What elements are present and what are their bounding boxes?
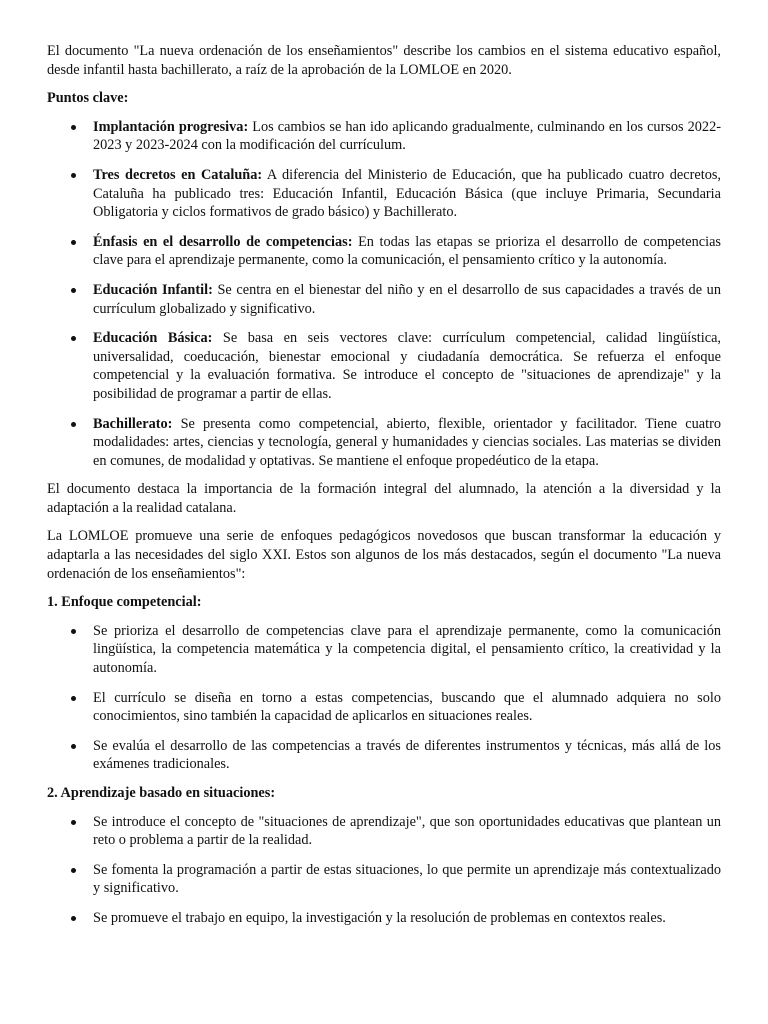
list-item xyxy=(47,118,721,155)
list-item-term: Tres decretos en Cataluña: xyxy=(93,166,263,183)
section-1-list xyxy=(47,622,721,774)
list-item-text: A diferencia del Ministerio de Educación, que ha publicado cuatro decretos, Cataluña ha publicado tres: Educación Infantil, Educación Básica (que incluye Primaria, Secundaria Obligatoria y ciclos formativos de grado básico) y Bachillerato. xyxy=(93,166,721,221)
list-item-text: Se fomenta la programación a partir de estas situaciones, lo que permite un aprendizaje más contextualizado y significativo. xyxy=(93,861,721,897)
list-item-term: Educación Infantil: xyxy=(93,281,213,298)
list-item-text: Se basa en seis vectores clave: currículum competencial, calidad lingüística, universalidad, coeducación, bienestar emocional y ciudadanía democrática. Se refuerza el enfoque competencial y la evaluación formativa. Se introduce el concepto de "situaciones de aprendizaje" y la posibilidad de programar a partir de ellas. xyxy=(93,330,721,402)
list-item-text: Se promueve el trabajo en equipo, la investigación y la resolución de problemas en contextos reales. xyxy=(93,909,666,926)
list-item xyxy=(47,689,721,726)
list-item xyxy=(47,737,721,774)
list-item xyxy=(47,909,721,928)
list-item xyxy=(47,813,721,850)
list-item-text: Se prioriza el desarrollo de competencias clave para el aprendizaje permanente, como la comunicación lingüística, la competencia matemática y la competencia digital, el pensamiento crítico, la creatividad y la autonomía. xyxy=(93,622,721,677)
bullet-icon xyxy=(71,868,76,873)
bullet-icon xyxy=(71,336,76,341)
bullet-icon xyxy=(71,744,76,749)
key-points-heading: Puntos clave: xyxy=(47,90,129,107)
bullet-icon xyxy=(71,125,76,130)
bullet-icon xyxy=(71,173,76,178)
list-item xyxy=(47,166,721,222)
key-points-list xyxy=(47,118,721,471)
list-item-text: El currículo se diseña en torno a estas competencias, buscando que el alumnado adquiera no solo conocimientos, sino también la capacidad de aplicarlos en situaciones reales. xyxy=(93,689,721,725)
list-item-text: Se evalúa el desarrollo de las competencias a través de diferentes instrumentos y técnicas, más allá de los exámenes tradicionales. xyxy=(93,737,721,773)
intro-paragraph: El documento "La nueva ordenación de los enseñamientos" describe los cambios en el sistema educativo español, desde infantil hasta bachillerato, a raíz de la aprobación de la LOMLOE en 2020. xyxy=(47,43,721,78)
section-heading: 1. Enfoque competencial: xyxy=(47,594,202,611)
list-item-text: Se introduce el concepto de "situaciones de aprendizaje", que son oportunidades educativas que plantean un reto o problema a partir de la realidad. xyxy=(93,813,721,849)
bullet-icon xyxy=(71,422,76,427)
list-item xyxy=(47,415,721,471)
list-item-text: Se presenta como competencial, abierto, flexible, orientador y facilitador. Tiene cuatro modalidades: artes, ciencias y tecnología, general y humanidades y ciencias sociales. Las materias se dividen en comunes, de modalidad y optativas. Se mantiene el enfoque propedéutico de la etapa. xyxy=(93,415,721,469)
list-item xyxy=(47,233,721,270)
list-item xyxy=(47,281,721,318)
section-2-list xyxy=(47,813,721,928)
bullet-icon xyxy=(71,629,76,634)
bullet-icon xyxy=(71,820,76,825)
list-item-term: Educación Básica: xyxy=(93,330,213,347)
list-item xyxy=(47,861,721,898)
section-heading: 2. Aprendizaje basado en situaciones: xyxy=(47,785,276,801)
bullet-icon xyxy=(71,288,76,293)
bullet-icon xyxy=(71,696,76,701)
list-item-text: Los cambios se han ido aplicando gradualmente, culminando en los cursos 2022-2023 y 2023-2024 con la modificación del currículum. xyxy=(93,118,721,154)
body-paragraph: La LOMLOE promueve una serie de enfoques pedagógicos novedosos que buscan transformar la educación y adaptarla a las necesidades del siglo XXI. Estos son algunos de los más destacados, según el documento "La nueva ordenación de los enseñamientos": xyxy=(47,528,721,582)
bullet-icon xyxy=(71,240,76,245)
body-paragraph: El documento destaca la importancia de la formación integral del alumnado, la atención a la diversidad y la adaptación a la realidad catalana. xyxy=(47,481,721,516)
bullet-icon xyxy=(71,916,76,921)
list-item-term: Énfasis en el desarrollo de competencias: xyxy=(93,233,353,250)
list-item-text: Se centra en el bienestar del niño y en el desarrollo de sus capacidades a través de un currículum globalizado y significativo. xyxy=(93,281,721,317)
list-item-text: En todas las etapas se prioriza el desarrollo de competencias clave para el aprendizaje permanente, como la comunicación, el pensamiento crítico y la autonomía. xyxy=(93,233,721,269)
list-item-term: Implantación progresiva: xyxy=(93,118,249,135)
list-item xyxy=(47,329,721,403)
list-item xyxy=(47,622,721,678)
list-item-term: Bachillerato: xyxy=(93,415,173,432)
